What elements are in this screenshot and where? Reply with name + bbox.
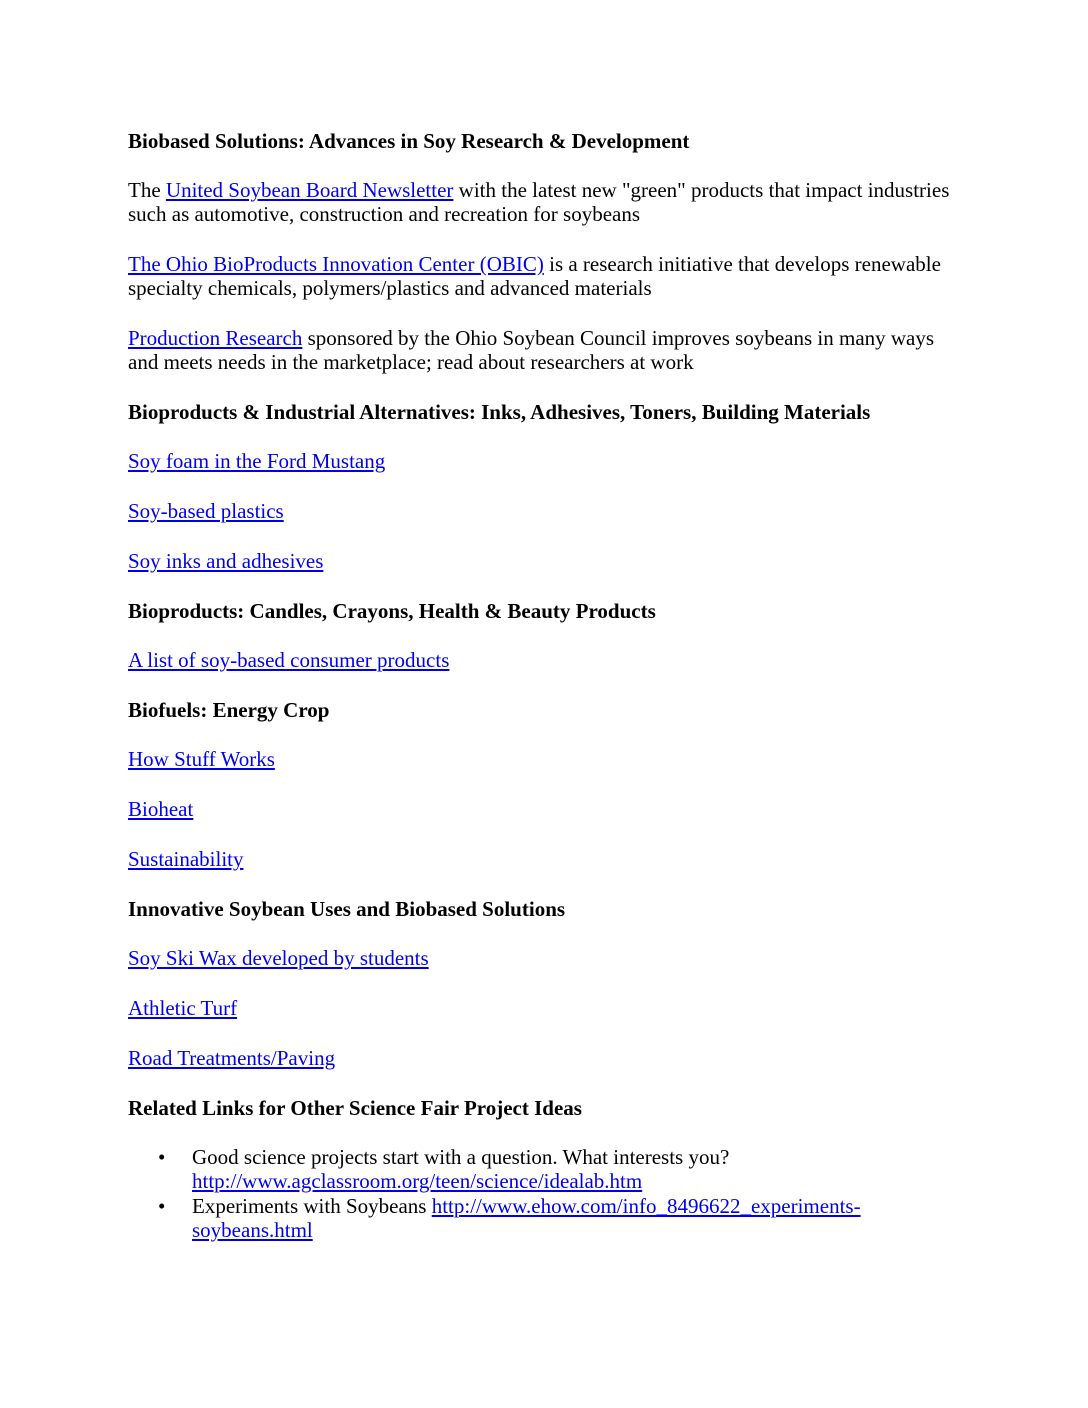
- list-item-text: Good science projects start with a question. What interests you?: [192, 1145, 730, 1169]
- section-heading-research: Biobased Solutions: Advances in Soy Research & Development: [128, 129, 690, 153]
- link-bioheat[interactable]: Bioheat: [128, 797, 194, 821]
- paragraph-text: sponsored by the Ohio Soybean Council improves soybeans in many ways and meets needs in the marketplace; read about researchers at work: [128, 326, 935, 374]
- paragraph-text: is a research initiative that develops renewable specialty chemicals, polymers/plastics and advanced materials: [128, 252, 941, 300]
- link-road-treatments-paving[interactable]: Road Treatments/Paving: [128, 1046, 336, 1070]
- paragraph-text: The: [128, 178, 166, 202]
- bullet-icon: •: [158, 1145, 166, 1169]
- paragraph-obic: [128, 252, 968, 300]
- section-heading-consumer: Bioproducts: Candles, Crayons, Health & Beauty Products: [128, 599, 656, 623]
- paragraph-text: with the latest new "green" products that impact industries such as automotive, construction and recreation for soybeans: [128, 178, 950, 226]
- link-soy-consumer-products[interactable]: A list of soy-based consumer products: [128, 648, 450, 672]
- paragraph-production-research: [128, 326, 968, 374]
- section-heading-biofuels: Biofuels: Energy Crop: [128, 698, 330, 722]
- link-soy-foam-ford-mustang[interactable]: Soy foam in the Ford Mustang: [128, 449, 386, 473]
- list-item: [128, 1145, 968, 1193]
- link-ehow-experiments-soybeans[interactable]: http://www.ehow.com/info_8496622_experiments-soybeans.html: [192, 1194, 861, 1242]
- link-production-research[interactable]: Production Research: [128, 326, 303, 350]
- link-athletic-turf[interactable]: Athletic Turf: [128, 996, 238, 1020]
- link-agclassroom-idealab[interactable]: http://www.agclassroom.org/teen/science/idealab.htm: [192, 1169, 643, 1193]
- link-soy-ski-wax[interactable]: Soy Ski Wax developed by students: [128, 946, 429, 970]
- section-heading-related: Related Links for Other Science Fair Project Ideas: [128, 1096, 582, 1120]
- link-soy-based-plastics[interactable]: Soy-based plastics: [128, 499, 284, 523]
- link-ohio-bioproducts-innovation-center[interactable]: The Ohio BioProducts Innovation Center (OBIC): [128, 252, 544, 276]
- bullet-icon: •: [158, 1194, 166, 1218]
- link-soy-inks-adhesives[interactable]: Soy inks and adhesives: [128, 549, 324, 573]
- document-page: [128, 129, 968, 1243]
- section-heading-innovative: Innovative Soybean Uses and Biobased Solutions: [128, 897, 566, 921]
- link-united-soybean-board-newsletter[interactable]: United Soybean Board Newsletter: [165, 178, 454, 202]
- related-links-list: [128, 1145, 968, 1242]
- list-item: [128, 1194, 968, 1242]
- paragraph-usb-newsletter: [128, 178, 968, 226]
- link-sustainability[interactable]: Sustainability: [128, 847, 244, 871]
- link-how-stuff-works[interactable]: How Stuff Works: [128, 747, 275, 771]
- section-heading-industrial: Bioproducts & Industrial Alternatives: Inks, Adhesives, Toners, Building Materials: [128, 400, 871, 424]
- list-item-text: Experiments with Soybeans: [192, 1194, 432, 1218]
